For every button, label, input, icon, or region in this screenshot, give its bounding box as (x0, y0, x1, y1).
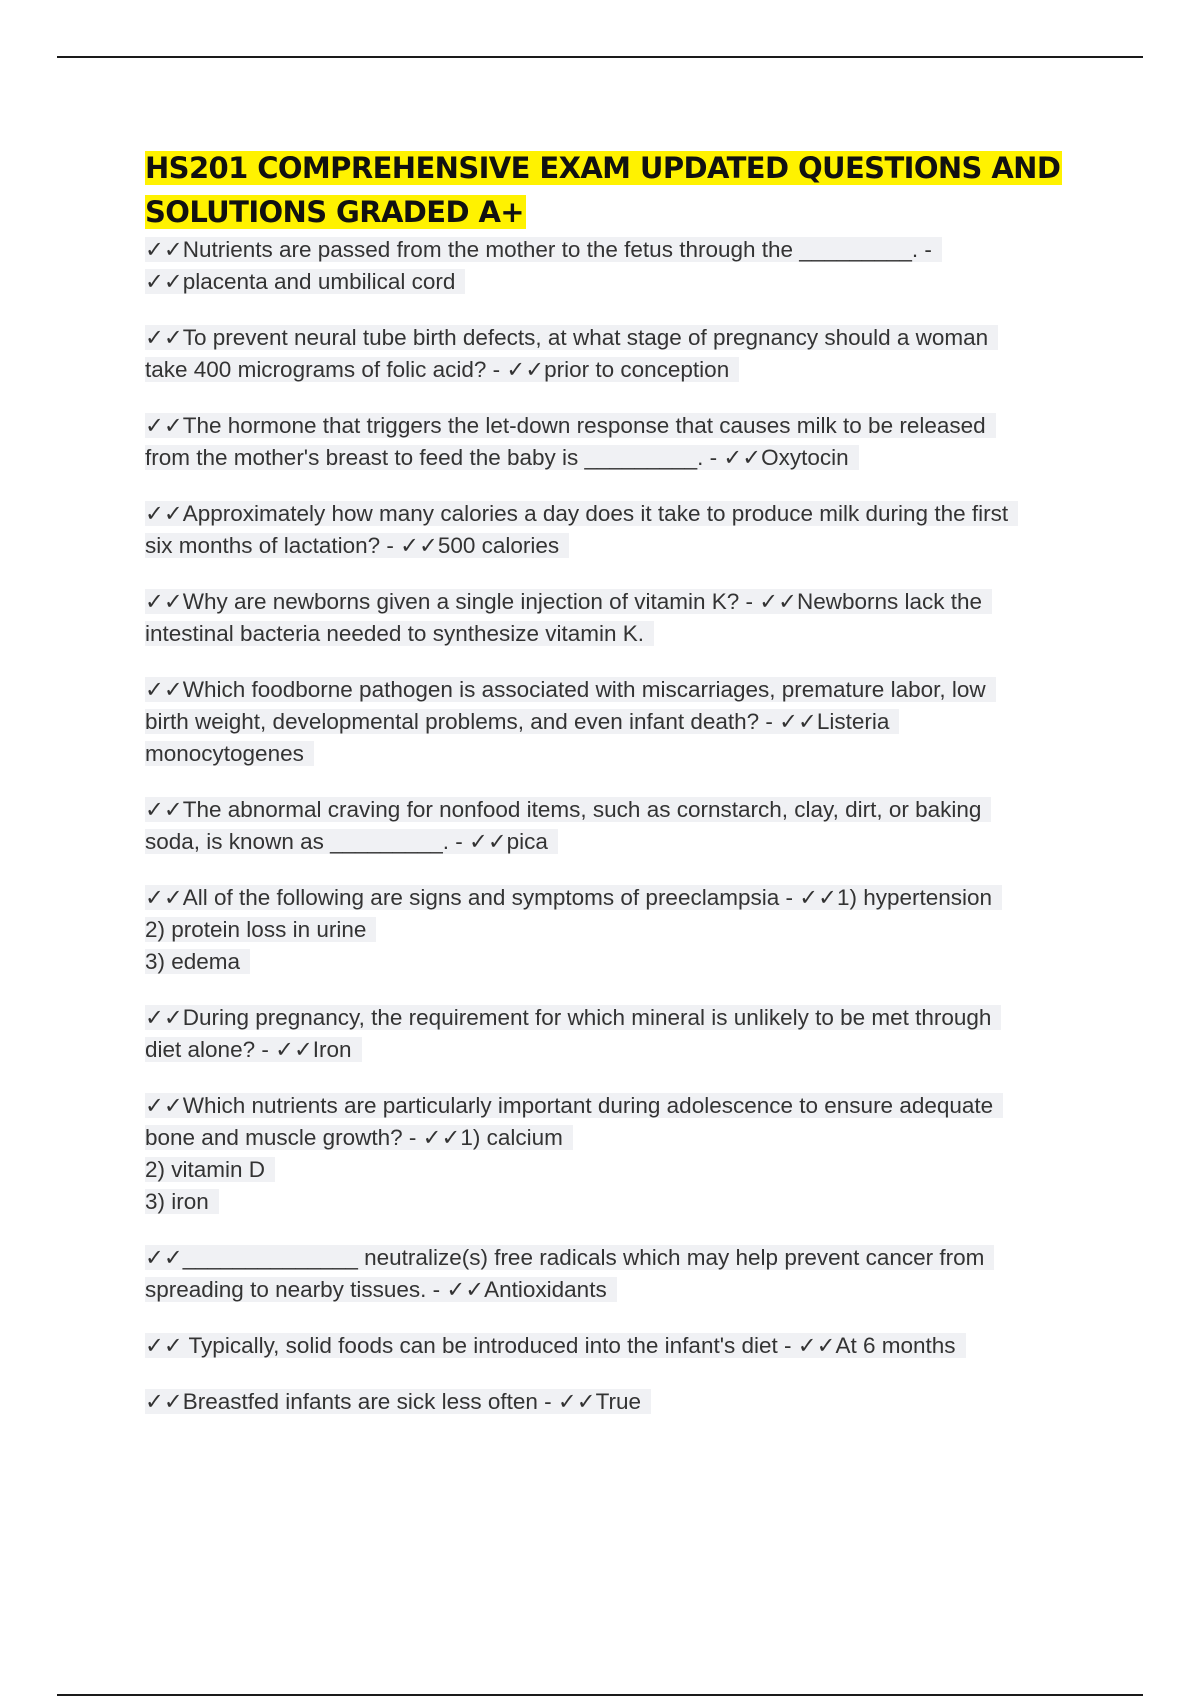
qa-line-text: 2) protein loss in urine (145, 917, 376, 942)
qa-line-text: ✓✓______________ neutralize(s) free radicals which may help prevent cancer from (145, 1245, 994, 1270)
qa-line (145, 1122, 1085, 1154)
qa-line (145, 322, 1085, 354)
qa-line (145, 738, 1085, 770)
qa-line (145, 442, 1085, 474)
qa-item (145, 1090, 1085, 1218)
qa-line-text: ✓✓To prevent neural tube birth defects, at what stage of pregnancy should a woman (145, 325, 998, 350)
bottom-rule (57, 1694, 1143, 1696)
qa-item (145, 234, 1085, 298)
document-body (145, 146, 1085, 1442)
qa-line-text: ✓✓Which foodborne pathogen is associated with miscarriages, premature labor, low (145, 677, 996, 702)
qa-line-text: soda, is known as _________. - ✓✓pica (145, 829, 558, 854)
qa-item (145, 882, 1085, 978)
qa-item (145, 322, 1085, 386)
qa-line-text: ✓✓Why are newborns given a single injection of vitamin K? - ✓✓Newborns lack the (145, 589, 992, 614)
qa-line-text: ✓✓Breastfed infants are sick less often - ✓✓True (145, 1389, 651, 1414)
qa-item (145, 674, 1085, 770)
qa-line (145, 354, 1085, 386)
qa-item (145, 498, 1085, 562)
qa-line-text: ✓✓Which nutrients are particularly important during adolescence to ensure adequate (145, 1093, 1003, 1118)
qa-line (145, 234, 1085, 266)
qa-line (145, 530, 1085, 562)
qa-line-text: ✓✓Approximately how many calories a day does it take to produce milk during the first (145, 501, 1018, 526)
qa-line-text: six months of lactation? - ✓✓500 calories (145, 533, 569, 558)
qa-line (145, 1242, 1085, 1274)
qa-line-text: ✓✓Nutrients are passed from the mother to the fetus through the _________. - (145, 237, 942, 262)
qa-line (145, 826, 1085, 858)
qa-line-text: take 400 micrograms of folic acid? - ✓✓prior to conception (145, 357, 739, 382)
qa-line-text: diet alone? - ✓✓Iron (145, 1037, 362, 1062)
qa-line (145, 1274, 1085, 1306)
qa-item (145, 1330, 1085, 1362)
qa-line-text: ✓✓ Typically, solid foods can be introduced into the infant's diet - ✓✓At 6 months (145, 1333, 966, 1358)
qa-list (145, 234, 1085, 1418)
qa-line-text: 3) iron (145, 1189, 219, 1214)
qa-line-text: bone and muscle growth? - ✓✓1) calcium (145, 1125, 573, 1150)
qa-line-text: ✓✓During pregnancy, the requirement for which mineral is unlikely to be met through (145, 1005, 1001, 1030)
qa-line-text: monocytogenes (145, 741, 314, 766)
qa-line (145, 1090, 1085, 1122)
qa-line (145, 706, 1085, 738)
qa-line-text: ✓✓placenta and umbilical cord (145, 269, 465, 294)
qa-line-text: birth weight, developmental problems, and even infant death? - ✓✓Listeria (145, 709, 899, 734)
qa-line (145, 618, 1085, 650)
qa-line (145, 946, 1085, 978)
document-title (145, 146, 1085, 234)
qa-line (145, 1154, 1085, 1186)
qa-line (145, 1186, 1085, 1218)
qa-item (145, 1386, 1085, 1418)
qa-line (145, 1330, 1085, 1362)
qa-item (145, 586, 1085, 650)
qa-line (145, 1002, 1085, 1034)
qa-line-text: intestinal bacteria needed to synthesize vitamin K. (145, 621, 654, 646)
qa-line-text: 2) vitamin D (145, 1157, 275, 1182)
qa-line (145, 794, 1085, 826)
qa-line (145, 586, 1085, 618)
qa-item (145, 1002, 1085, 1066)
qa-item (145, 410, 1085, 474)
qa-line-text: 3) edema (145, 949, 250, 974)
qa-line-text: from the mother's breast to feed the baby is _________. - ✓✓Oxytocin (145, 445, 859, 470)
qa-line (145, 882, 1085, 914)
qa-line (145, 498, 1085, 530)
top-rule (57, 56, 1143, 58)
qa-line (145, 266, 1085, 298)
qa-line (145, 1034, 1085, 1066)
qa-line (145, 410, 1085, 442)
qa-line (145, 914, 1085, 946)
qa-line-text: ✓✓The abnormal craving for nonfood items, such as cornstarch, clay, dirt, or baking (145, 797, 991, 822)
qa-line-text: spreading to nearby tissues. - ✓✓Antioxidants (145, 1277, 617, 1302)
title-line-1: HS201 COMPREHENSIVE EXAM UPDATED QUESTIONS AND (145, 151, 1061, 185)
qa-line-text: ✓✓All of the following are signs and symptoms of preeclampsia - ✓✓1) hypertension (145, 885, 1002, 910)
qa-item (145, 794, 1085, 858)
title-line-2: SOLUTIONS GRADED A+ (145, 195, 524, 229)
qa-item (145, 1242, 1085, 1306)
qa-line-text: ✓✓The hormone that triggers the let-down response that causes milk to be released (145, 413, 996, 438)
qa-line (145, 1386, 1085, 1418)
qa-line (145, 674, 1085, 706)
